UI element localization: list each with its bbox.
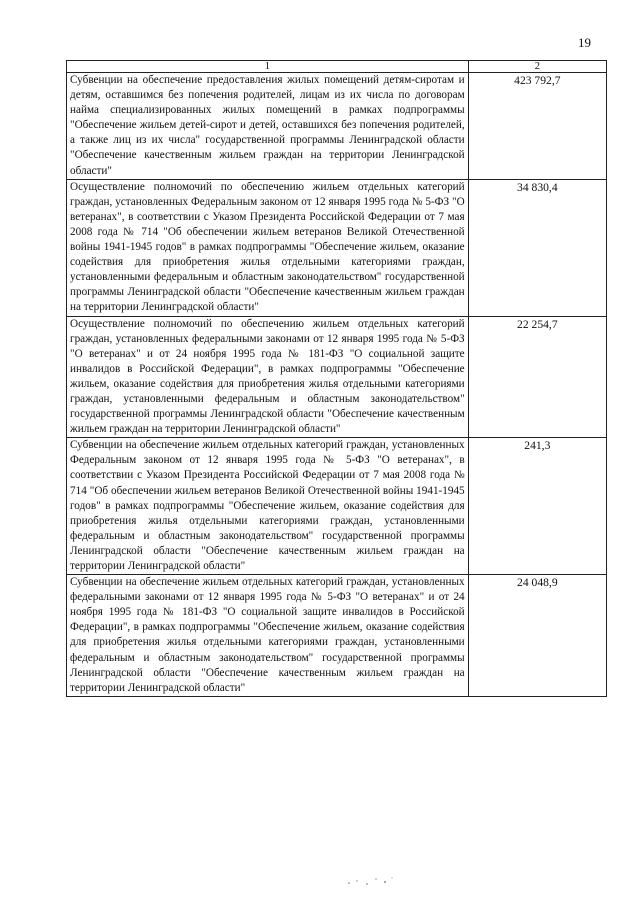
budget-table (66, 60, 607, 697)
table-row (67, 316, 607, 438)
row-description: Субвенции на обеспечение жильем отдельных категорий граждан, установленных Федеральным законом от 12 января 1995 года № 5-ФЗ "О ветеранах", в соответствии с Указом Президента Российской Федерации от 7 мая 2008 года № 714 "Об обеспечении жильем ветеранов Великой Отечественной войны 1941-1945 годов" в рамках подпрограммы "Обеспечение жильем, оказание содействия для приобретения жилья отдельными категориями граждан, установленными федеральным и областным законодательством" государственной программы Ленинградской области "Обеспечение качественным жильем граждан на территории Ленинградской области" (67, 438, 469, 575)
table-row (67, 73, 607, 180)
column-header-2: 2 (468, 61, 606, 73)
row-description: Субвенции на обеспечение предоставления жилых помещений детям-сиротам и детям, оставшимся без попечения родителей, лицам из их числа по договорам найма специализированных жилых помещений в рамках подпрограммы "Обеспечение жильем детей-сирот и детей, оставшихся без попечения родителей, а также лиц из их числа" государственной программы Ленинградской области "Обеспечение качественным жильем граждан на территории Ленинградской области" (67, 73, 469, 180)
table-header-row (67, 61, 607, 73)
table-row (67, 179, 607, 316)
column-header-1: 1 (67, 61, 469, 73)
row-amount: 22 254,7 (468, 316, 606, 438)
row-description: Осуществление полномочий по обеспечению жильем отдельных категорий граждан, установленных Федеральным законом от 12 января 1995 года № 5-ФЗ "О ветеранах", в соответствии с Указом Президента Российской Федерации от 7 мая 2008 года № 714 "Об обеспечении жильем ветеранов Великой Отечественной войны 1941-1945 годов" в рамках подпрограммы "Обеспечение жильем, оказание содействия для приобретения жилья отдельными категориями граждан, установленными федеральным и областным законодательством" государственной программы Ленинградской области "Обеспечение качественным жильем граждан на территории Ленинградской области" (67, 179, 469, 316)
row-amount: 24 048,9 (468, 575, 606, 697)
row-description: Субвенции на обеспечение жильем отдельных категорий граждан, установленных федеральными законами от 12 января 1995 года № 5-ФЗ "О ветеранах" и от 24 ноября 1995 года № 181-ФЗ "О социальной защите инвалидов в Российской Федерации", в рамках подпрограммы "Обеспечение жильем, оказание содействия для приобретения жилья отдельными категориями граждан, установленными федеральным и областным законодательством" государственной программы Ленинградской области "Обеспечение качественным жильем граждан на территории Ленинградской области" (67, 575, 469, 697)
scan-marks (345, 874, 405, 888)
row-amount: 34 830,4 (468, 179, 606, 316)
row-amount: 241,3 (468, 438, 606, 575)
table-row (67, 575, 607, 697)
row-description: Осуществление полномочий по обеспечению жильем отдельных категорий граждан, установленных федеральными законами от 12 января 1995 года № 5-ФЗ "О ветеранах" и от 24 ноября 1995 года № 181-ФЗ "О социальной защите инвалидов в Российской Федерации", в рамках подпрограммы "Обеспечение жильем, оказание содействия для приобретения жилья отдельными категориями граждан, установленными федеральным и областным законодательством" государственной программы Ленинградской области "Обеспечение качественным жильем граждан на территории Ленинградской области" (67, 316, 469, 438)
table-row (67, 438, 607, 575)
page-number: 19 (578, 35, 591, 50)
row-amount: 423 792,7 (468, 73, 606, 180)
